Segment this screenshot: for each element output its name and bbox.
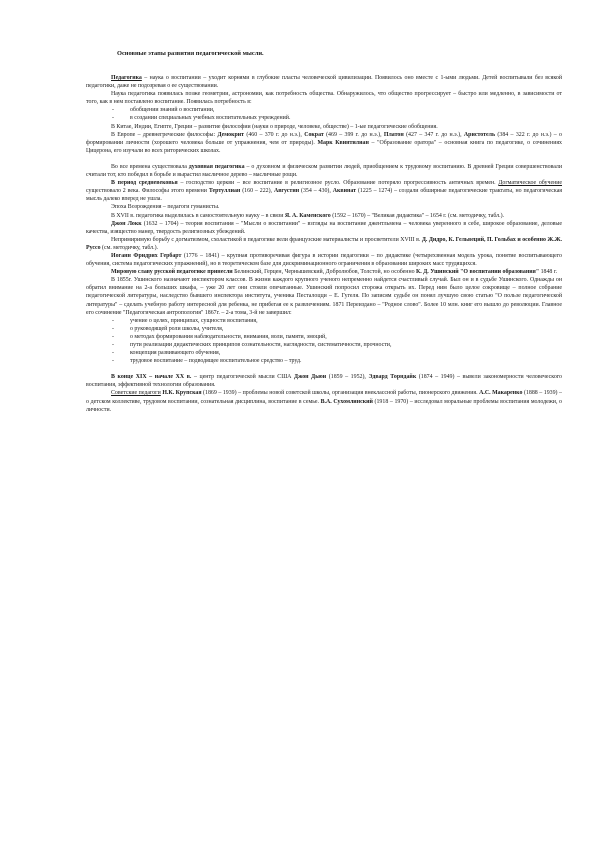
- document-title: Основные этапы развития педагогической мысли.: [117, 50, 264, 57]
- paragraph-ushinsky: В 1855г. Ушинского назначают инспектором классов. В жизни каждого крупного ученого непременно найдется счастливый случай. Был он и в судьбе Ушинского. Однажды он обратил внимание на 2-а больших шкафа, – уже 20 лет они стояли опечатанные. Ушинский попросил сторожа открыть их. Перед ним было целое сокровище – полное собрание педагогической литературы, наследство бывшего инспектора института, ученика Песталоцци – Е. Гугеля. По записям судьбе он понял лучшую свою статью "О пользе педагогической литературы" – сделать учебную работу интересной для ребенка, не прибегая ее к развлечениям. 1871 Переиздано – "Родное слово". Более 10 млн. книг его вышло до революции. Главное его сочинение "Педагогическая антропология" 1867г. – 2-а тома, 3-й не завершил:: [86, 277, 562, 316]
- paragraph-locke: Джон Локк (1632 – 1704) – теория воспитания – "Мысли о воспитании" – взгляды на воспитание джентльмена – человека уверенного в себе, широкое образование, деловые качества, изящество манер, твердость религиозных убеждений.: [86, 220, 562, 235]
- paragraph-renaissance: Эпоха Возрождения – педагоги гуманисты.: [111, 204, 220, 211]
- list-item: - о руководящей роли школы, учителя,: [112, 325, 224, 332]
- paragraph-russian-pedagogy: Мировую славу русской педагогике принесли Белинский, Герцен, Чернышевский, Добролюбов, Толстой, но особенно К. Д. Ушинский "О воспитании образования" 1848 г.: [111, 269, 558, 276]
- paragraph-pedagogy-definition: Педагогика – наука о воспитании – уходит корнями в глубокие пласты человеческой цивилизации. Появилось оно вместе с 1-ыми людьми. Детей воспитывали без всякой педагогики, даже не подозревая о ее существовании.: [86, 75, 562, 90]
- paragraph-herbart: Иоганн Фридрих Гербарт (1776 – 1841) – крупная противоречивая фигура в истории педагогики – по дидактике (четырехзвенная модель урока, понятие воспитывающего обучения, система педагогических упражнений), но в теоретическом базе для дискриминационного ограничения в образовании широких масс трудящихся.: [86, 252, 562, 268]
- paragraph-ancient-east: В Китае, Индии, Египте, Греции – развитие философии (науки о природе, человеке, обществе) – 1-ые педагогические обобщения.: [111, 123, 438, 130]
- paragraph-middle-ages: В период средневековья – господство церкви – все воспитание в религиозное русло. Образование потеряло прогрессивность античных времен. Догматическое обучение существовало 2 века. Философы этого времени Тертуллиан (160 – 222), Августин (354 – 430), Аквинат (1225 – 1274) – создали обширные педагогические трактаты, но педагогическая мысль далеко вперед не ушла.: [86, 180, 563, 203]
- need-list: [86, 106, 562, 122]
- list-item: - обобщении знаний о воспитании,: [112, 107, 215, 114]
- list-item: - пути реализации дидактических принципов сознательности, наглядности, систематичности, прочности,: [112, 342, 392, 348]
- paragraph-ancient-europe: В Европе – древнегреческие философы: Демокрит (460 – 370 г. до н.э.), Сократ (469 – 399 г. до н.э.), Платон (427 – 347 г. до н.э.), Аристотель (384 – 322 г. до н.э.) – о формировании личности (хорошего человека больше от упражнения, чем от природы). Марк Квинтилиан – "Образование оратора" – основная книга по педагогике, о сочинениях Цицерона, его изучали во всех риторических школах.: [86, 131, 562, 154]
- paragraph-science-origin: Наука педагогика появилась позже геометрии, астрономии, как потребность общества. Обнаружилось, что общество прогрессирует – быстро или медленно, в зависимости от того, как в нем поставлено воспитание. Появилась потребность в:: [86, 91, 562, 106]
- list-item: - учение о целях, принципах, сущности воспитания,: [112, 317, 258, 324]
- term-pedagogy: Педагогика: [111, 75, 142, 81]
- paragraph-soviet-pedagogy: Советские педагоги Н.К. Крупская (1869 – 1939) – проблемы новой советской школы, организация внеклассной работы, пионерского движения. А.С. Макаренко (1888 – 1939) – о детском коллективе, трудовом воспитании, сознательная дисциплина, воспитание в семье. В.А. Сухомлинский (1918 – 1970) – исследовал моральные проблемы воспитания молодежи, о личности.: [86, 390, 563, 413]
- paragraph-usa-pedagogy: В конце XIX – начале XX в. – центр педагогической мысли США Джон Дьюи (1859 – 1952), Эдвард Торндайк (1874 – 1949) – вывели закономерности человеческого воспитания, эффективной технологии образования.: [86, 374, 562, 389]
- ushinsky-list: [86, 317, 562, 366]
- paragraph-comenius: В XVII в. педагогика выделилась в самостоятельную науку – в связи Я. А. Каменского (1592 – 1670) – "Великая дидактика" – 1654 г. (см. методичку, табл.).: [111, 212, 505, 219]
- paragraph-spiritual-pedagogy: Во все времена существовала духовная педагогика – о духовном и физическом развитии людей, приобщением к трудовому воспитанию. В древней Греции совершенствовали считали тот, кто победил в борьбе и вырастил масличное дерево – масличные рощи.: [86, 163, 562, 179]
- list-item: - о методах формирования наблюдательности, внимания, воли, памяти, эмоций,: [112, 333, 327, 340]
- paragraph-enlightenment: Непримиримую борьбу с догматизмом, схоластикой в педагогике вели французские материалисты и просветители XVIII в. Д. Дидро, К. Гельвеций, П. Гольбах и особенно Ж.Ж. Руссо (см. методичку, табл.).: [86, 236, 562, 251]
- document-body: [86, 50, 562, 414]
- list-item: - в создании специальных учебных воспитательных учреждений.: [112, 115, 291, 122]
- list-item: - концепция развивающего обучения,: [112, 350, 221, 357]
- list-item: - трудовое воспитание – подводящее воспитательное средство – труд.: [112, 358, 302, 365]
